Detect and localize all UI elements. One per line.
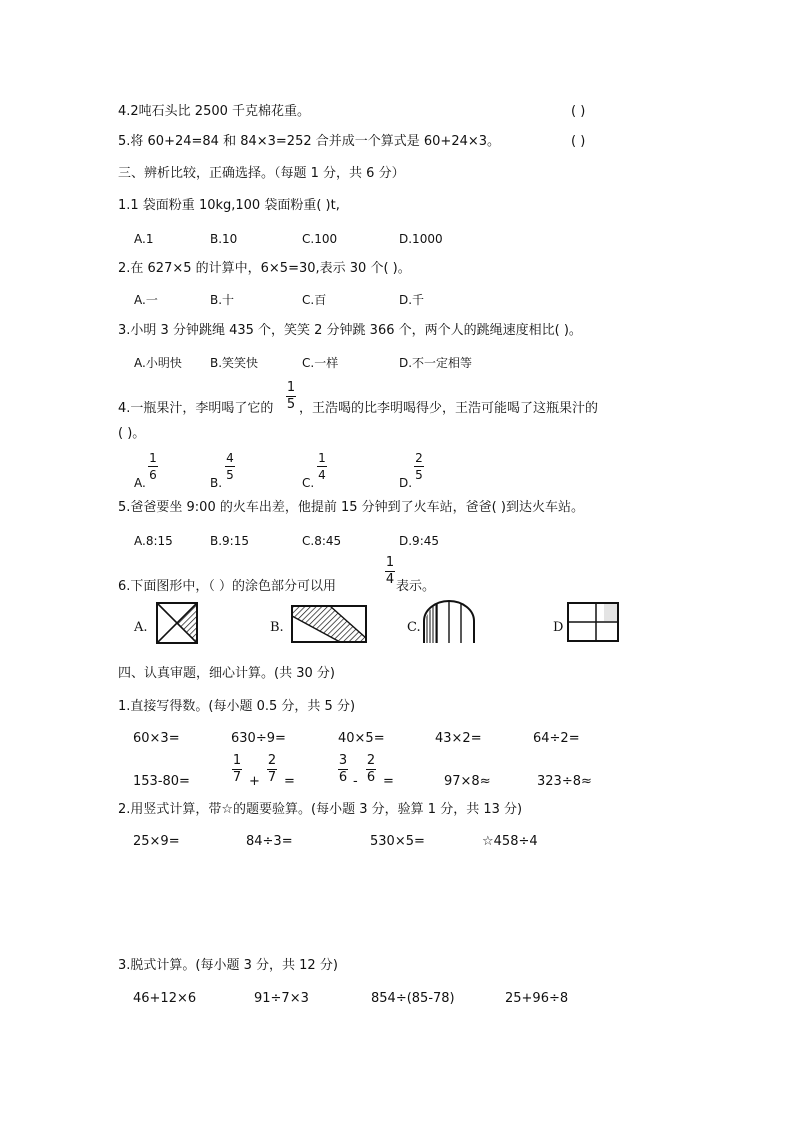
s4-p1-frac-1-7: 1 7 [232, 753, 242, 785]
s4-p1-r2-4: 97×8≈ [444, 774, 491, 789]
judge-q4-answer[interactable]: ( ) [571, 104, 586, 119]
s4-p1-title: 1.直接写得数。(每小题 0.5 分，共 5 分) [118, 699, 356, 714]
s4-p1-r1-1: 60×3= [133, 731, 180, 746]
s4-p1-r1-4: 43×2= [435, 731, 482, 746]
s3-q5-option-b[interactable]: B.9:15 [210, 534, 249, 548]
shape-d-grid[interactable] [566, 601, 620, 643]
s4-p1-plus: + [249, 774, 260, 789]
s3-q3-stem: 3.小明 3 分钟跳绳 435 个，笑笑 2 分钟跳 366 个，两个人的跳绳速度相比( )。 [118, 323, 582, 338]
s4-p1-minus: - [353, 774, 358, 789]
s3-q5-option-d[interactable]: D.9:45 [399, 534, 440, 548]
judge-q4: 4.2吨石头比 2500 千克棉花重。 [118, 104, 311, 119]
s4-p2-item-3: 530×5= [370, 834, 425, 849]
s4-p3-item-1: 46+12×6 [133, 991, 197, 1006]
s3-q1-option-c[interactable]: C.100 [302, 232, 338, 246]
s3-q5-stem: 5.爸爸要坐 9:00 的火车出差，他提前 15 分钟到了火车站，爸爸( )到达火车站。 [118, 500, 584, 515]
s4-p3-item-2: 91÷7×3 [254, 991, 309, 1006]
s3-q6-option-a-label[interactable]: A. [134, 620, 148, 635]
s4-p1-r1-5: 64÷2= [533, 731, 580, 746]
s3-q6-stem-b: 表示。 [396, 579, 436, 594]
s3-q4-option-b-fraction: 4 5 [226, 451, 234, 482]
s3-q4-option-a-label[interactable]: A. [134, 476, 146, 490]
s3-q6-option-c-label[interactable]: C. [407, 620, 421, 635]
s4-p1-frac-2-7: 2 7 [267, 753, 277, 785]
s3-q1-stem: 1.1 袋面粉重 10kg,100 袋面粉重( )t, [118, 198, 340, 213]
judge-q5: 5.将 60+24=84 和 84×3=252 合并成一个算式是 60+24×3。 [118, 134, 501, 149]
s3-q5-option-c[interactable]: C.8:45 [302, 534, 342, 548]
s3-q4-option-d-fraction: 2 5 [415, 451, 423, 482]
s3-q2-option-a[interactable]: A.一 [134, 293, 158, 307]
s3-q6-fraction: 1 4 [385, 555, 395, 587]
section3-title: 三、辨析比较，正确选择。（每题 1 分，共 6 分） [118, 166, 405, 181]
shape-c-arch[interactable] [420, 599, 478, 645]
s3-q2-option-c[interactable]: C.百 [302, 293, 327, 307]
judge-q5-answer[interactable]: ( ) [571, 134, 586, 149]
s4-p2-title: 2.用竖式计算，带☆的题要验算。(每小题 3 分，验算 1 分，共 13 分) [118, 802, 523, 817]
s4-p1-r1-2: 630÷9= [231, 731, 286, 746]
s4-p2-item-1: 25×9= [133, 834, 180, 849]
s3-q4-option-c-label[interactable]: C. [302, 476, 315, 490]
s3-q1-option-d[interactable]: D.1000 [399, 232, 443, 246]
s3-q4-option-a-fraction: 1 6 [149, 451, 157, 482]
s4-p1-r2-5: 323÷8≈ [537, 774, 592, 789]
s3-q4-option-c-fraction: 1 4 [318, 451, 326, 482]
s3-q2-option-d[interactable]: D.千 [399, 293, 425, 307]
s3-q4-stem-b: ，王浩喝的比李明喝得少，王浩可能喝了这瓶果汁的 [299, 401, 599, 416]
s3-q4-stem-c[interactable]: ( )。 [118, 426, 146, 441]
s4-p2-item-2: 84÷3= [246, 834, 293, 849]
s3-q2-stem: 2.在 627×5 的计算中，6×5=30,表示 30 个( )。 [118, 261, 411, 276]
s3-q6-option-d-label[interactable]: D [553, 620, 564, 635]
s3-q6-option-b-label[interactable]: B. [270, 620, 284, 635]
s4-p1-frac-3-6: 3 6 [338, 753, 348, 785]
s3-q3-option-d[interactable]: D.不一定相等 [399, 356, 473, 370]
section4-title: 四、认真审题，细心计算。(共 30 分) [118, 666, 335, 681]
s4-p1-frac-2-6: 2 6 [366, 753, 376, 785]
s4-p3-title: 3.脱式计算。(每小题 3 分，共 12 分) [118, 958, 338, 973]
shape-b-rectangle-strips[interactable] [290, 604, 368, 644]
shape-a-square-triangles[interactable] [155, 601, 199, 645]
s4-p3-item-3: 854÷(85-78) [371, 991, 455, 1006]
s3-q1-option-a[interactable]: A.1 [134, 232, 154, 246]
s3-q5-option-a[interactable]: A.8:15 [134, 534, 173, 548]
s4-p3-item-4: 25+96÷8 [505, 991, 569, 1006]
s3-q4-option-d-label[interactable]: D. [399, 476, 413, 490]
s3-q6-stem-a: 6.下面图形中，（ ）的涂色部分可以用 [118, 579, 337, 594]
s3-q3-option-b[interactable]: B.笑笑快 [210, 356, 259, 370]
s3-q3-option-a[interactable]: A.小明快 [134, 356, 182, 370]
s4-p1-eq-2: = [383, 774, 394, 789]
s4-p2-item-4: ☆458÷4 [482, 834, 538, 849]
s3-q4-option-b-label[interactable]: B. [210, 476, 223, 490]
s3-q1-option-b[interactable]: B.10 [210, 232, 238, 246]
s3-q4-fraction: 1 5 [286, 380, 296, 412]
s3-q2-option-b[interactable]: B.十 [210, 293, 235, 307]
s4-p1-eq-1: = [284, 774, 295, 789]
s3-q3-option-c[interactable]: C.一样 [302, 356, 339, 370]
s3-q4-stem-a: 4.一瓶果汁，李明喝了它的 [118, 401, 274, 416]
s4-p1-r2-1: 153-80= [133, 774, 190, 789]
s4-p1-r1-3: 40×5= [338, 731, 385, 746]
